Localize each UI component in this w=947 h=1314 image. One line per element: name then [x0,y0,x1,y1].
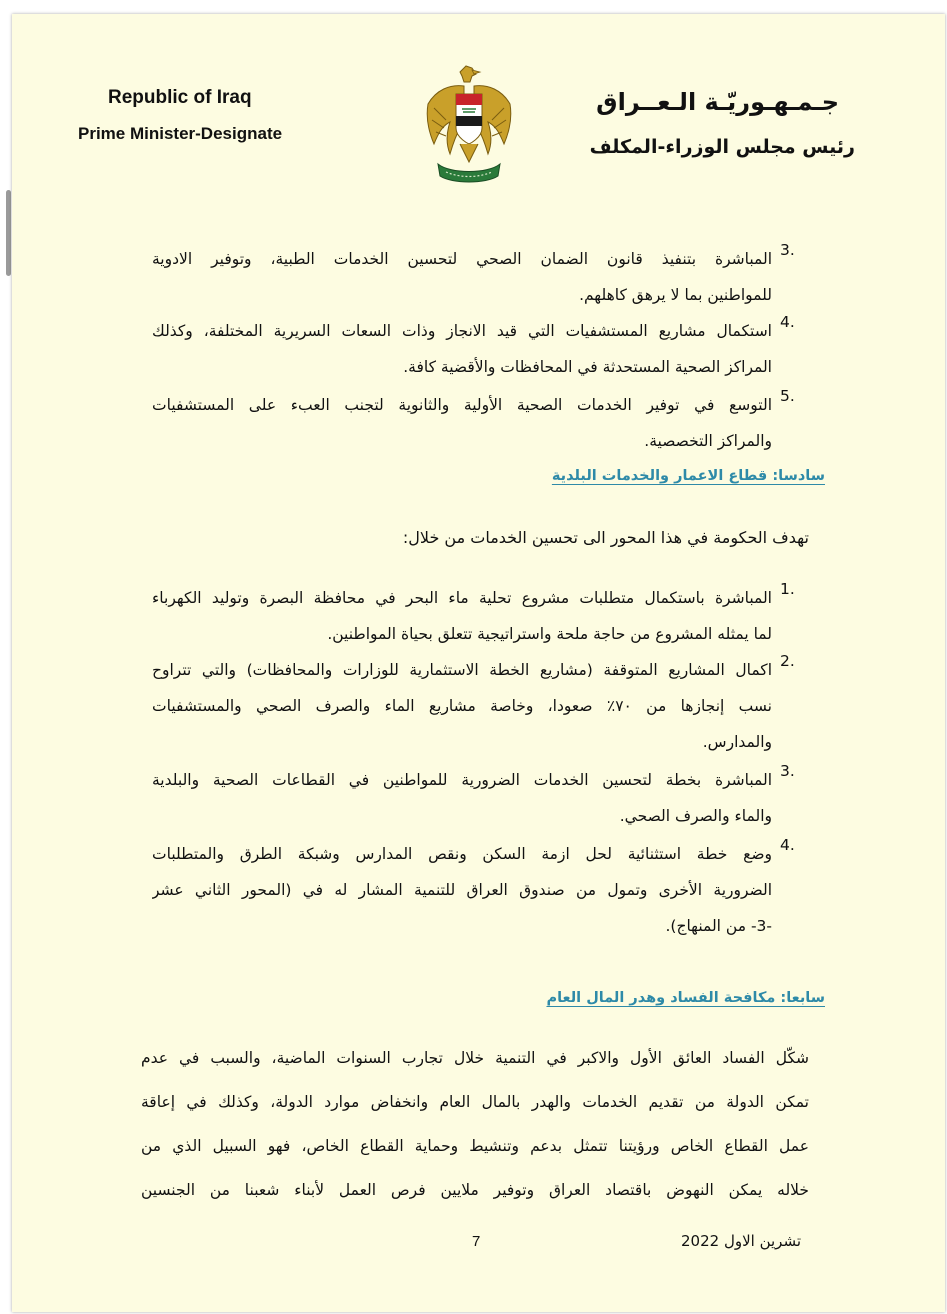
text-line: التوسع في توفير الخدمات الصحية الأولية والثانوية لتجنب العبء على المستشفيات [152,396,772,414]
section-7-heading: سابعا: مكافحة الفساد وهدر المال العام [546,990,825,1006]
text-line: الضرورية الأخرى وتمول من صندوق العراق للتنمية المشار له في (المحور الثاني عشر [152,881,772,899]
text-line: وضع خطة استثنائية لحل ازمة السكن ونقص المدارس وشبكة الطرق والمتطلبات [152,845,772,863]
section-6-intro: تهدف الحكومة في هذا المحور الى تحسين الخدمات من خلال: [402,528,809,547]
list-number: 1. [780,580,795,598]
header-country-en: Republic of Iraq [108,87,252,108]
text-line: خلاله يمكن النهوض باقتصاد العراق وتوفير ملايين فرص العمل لأبناء شعبنا من الجنسين [141,1181,809,1199]
health-item-4 [152,313,795,385]
services-item-4 [152,836,795,944]
text-line: شكّل الفساد العائق الأول والاكبر في التنمية خلال تجارب السنوات الماضية، والسبب في عدم [141,1049,809,1067]
text-line: والمراكز التخصصية. [644,432,772,450]
footer-date: تشرين الاول 2022 [680,1232,801,1250]
services-item-2 [152,652,795,760]
list-number: 4. [780,313,795,331]
services-item-3 [152,762,795,834]
header-office-en: Prime Minister-Designate [78,124,283,143]
header-country-ar: جـمـهـوريّـة الـعــراق [596,88,839,116]
list-number: 3. [780,241,795,259]
list-number: 3. [780,762,795,780]
text-line: نسب إنجازها من ٧٠٪ صعودا، وخاصة مشاريع الماء والصرف الصحي والمستشفيات [152,697,772,715]
text-line: -3- من المنهاج). [665,917,772,935]
text-line: والمدارس. [702,733,772,751]
text-line: المباشرة بتنفيذ قانون الضمان الصحي لتحسين الخدمات الطبية، وتوفير الادوية [152,250,772,268]
list-number: 5. [780,387,795,405]
services-item-1 [152,580,795,652]
scrollbar[interactable] [6,190,11,276]
health-item-5 [152,387,795,459]
text-line: والماء والصرف الصحي. [619,807,772,825]
list-number: 2. [780,652,795,670]
section-6-heading: سادسا: قطاع الاعمار والخدمات البلدية [551,468,825,484]
iraq-eagle-emblem-icon [420,64,518,186]
header-office-ar: رئيس مجلس الوزراء-المكلف [589,136,855,158]
text-line: للمواطنين بما لا يرهق كاهلهم. [579,286,772,304]
health-item-3 [152,241,795,313]
text-line: عمل القطاع الخاص ورؤيتنا تتمثل بدعم وتنشيط وحماية القطاع الخاص، فهو السبيل الذي من [141,1137,809,1155]
text-line: تمكن الدولة من تقديم الخدمات والهدر بالمال العام وانخفاض موارد الدولة، وكذلك في إعاقة [141,1093,809,1111]
section-7-paragraph [141,1036,809,1212]
text-line: استكمال مشاريع المستشفيات التي قيد الانجاز وذات السعات السريرية المختلفة، وكذلك [152,322,772,340]
page-number: 7 [472,1233,481,1250]
text-line: المباشرة بخطة لتحسين الخدمات الضرورية للمواطنين في القطاعات الصحية والبلدية [152,771,772,789]
text-line: اكمال المشاريع المتوقفة (مشاريع الخطة الاستثمارية للوزارات والمحافظات) والتي تتراوح [152,661,772,679]
list-number: 4. [780,836,795,854]
text-line: لما يمثله المشروع من حاجة ملحة واستراتيجية تتعلق بحياة المواطنين. [327,625,772,643]
text-line: المراكز الصحية المستحدثة في المحافظات والأقضية كافة. [403,358,772,376]
text-line: المباشرة باستكمال متطلبات مشروع تحلية ماء البحر في محافظة البصرة وتوليد الكهرباء [152,589,772,607]
